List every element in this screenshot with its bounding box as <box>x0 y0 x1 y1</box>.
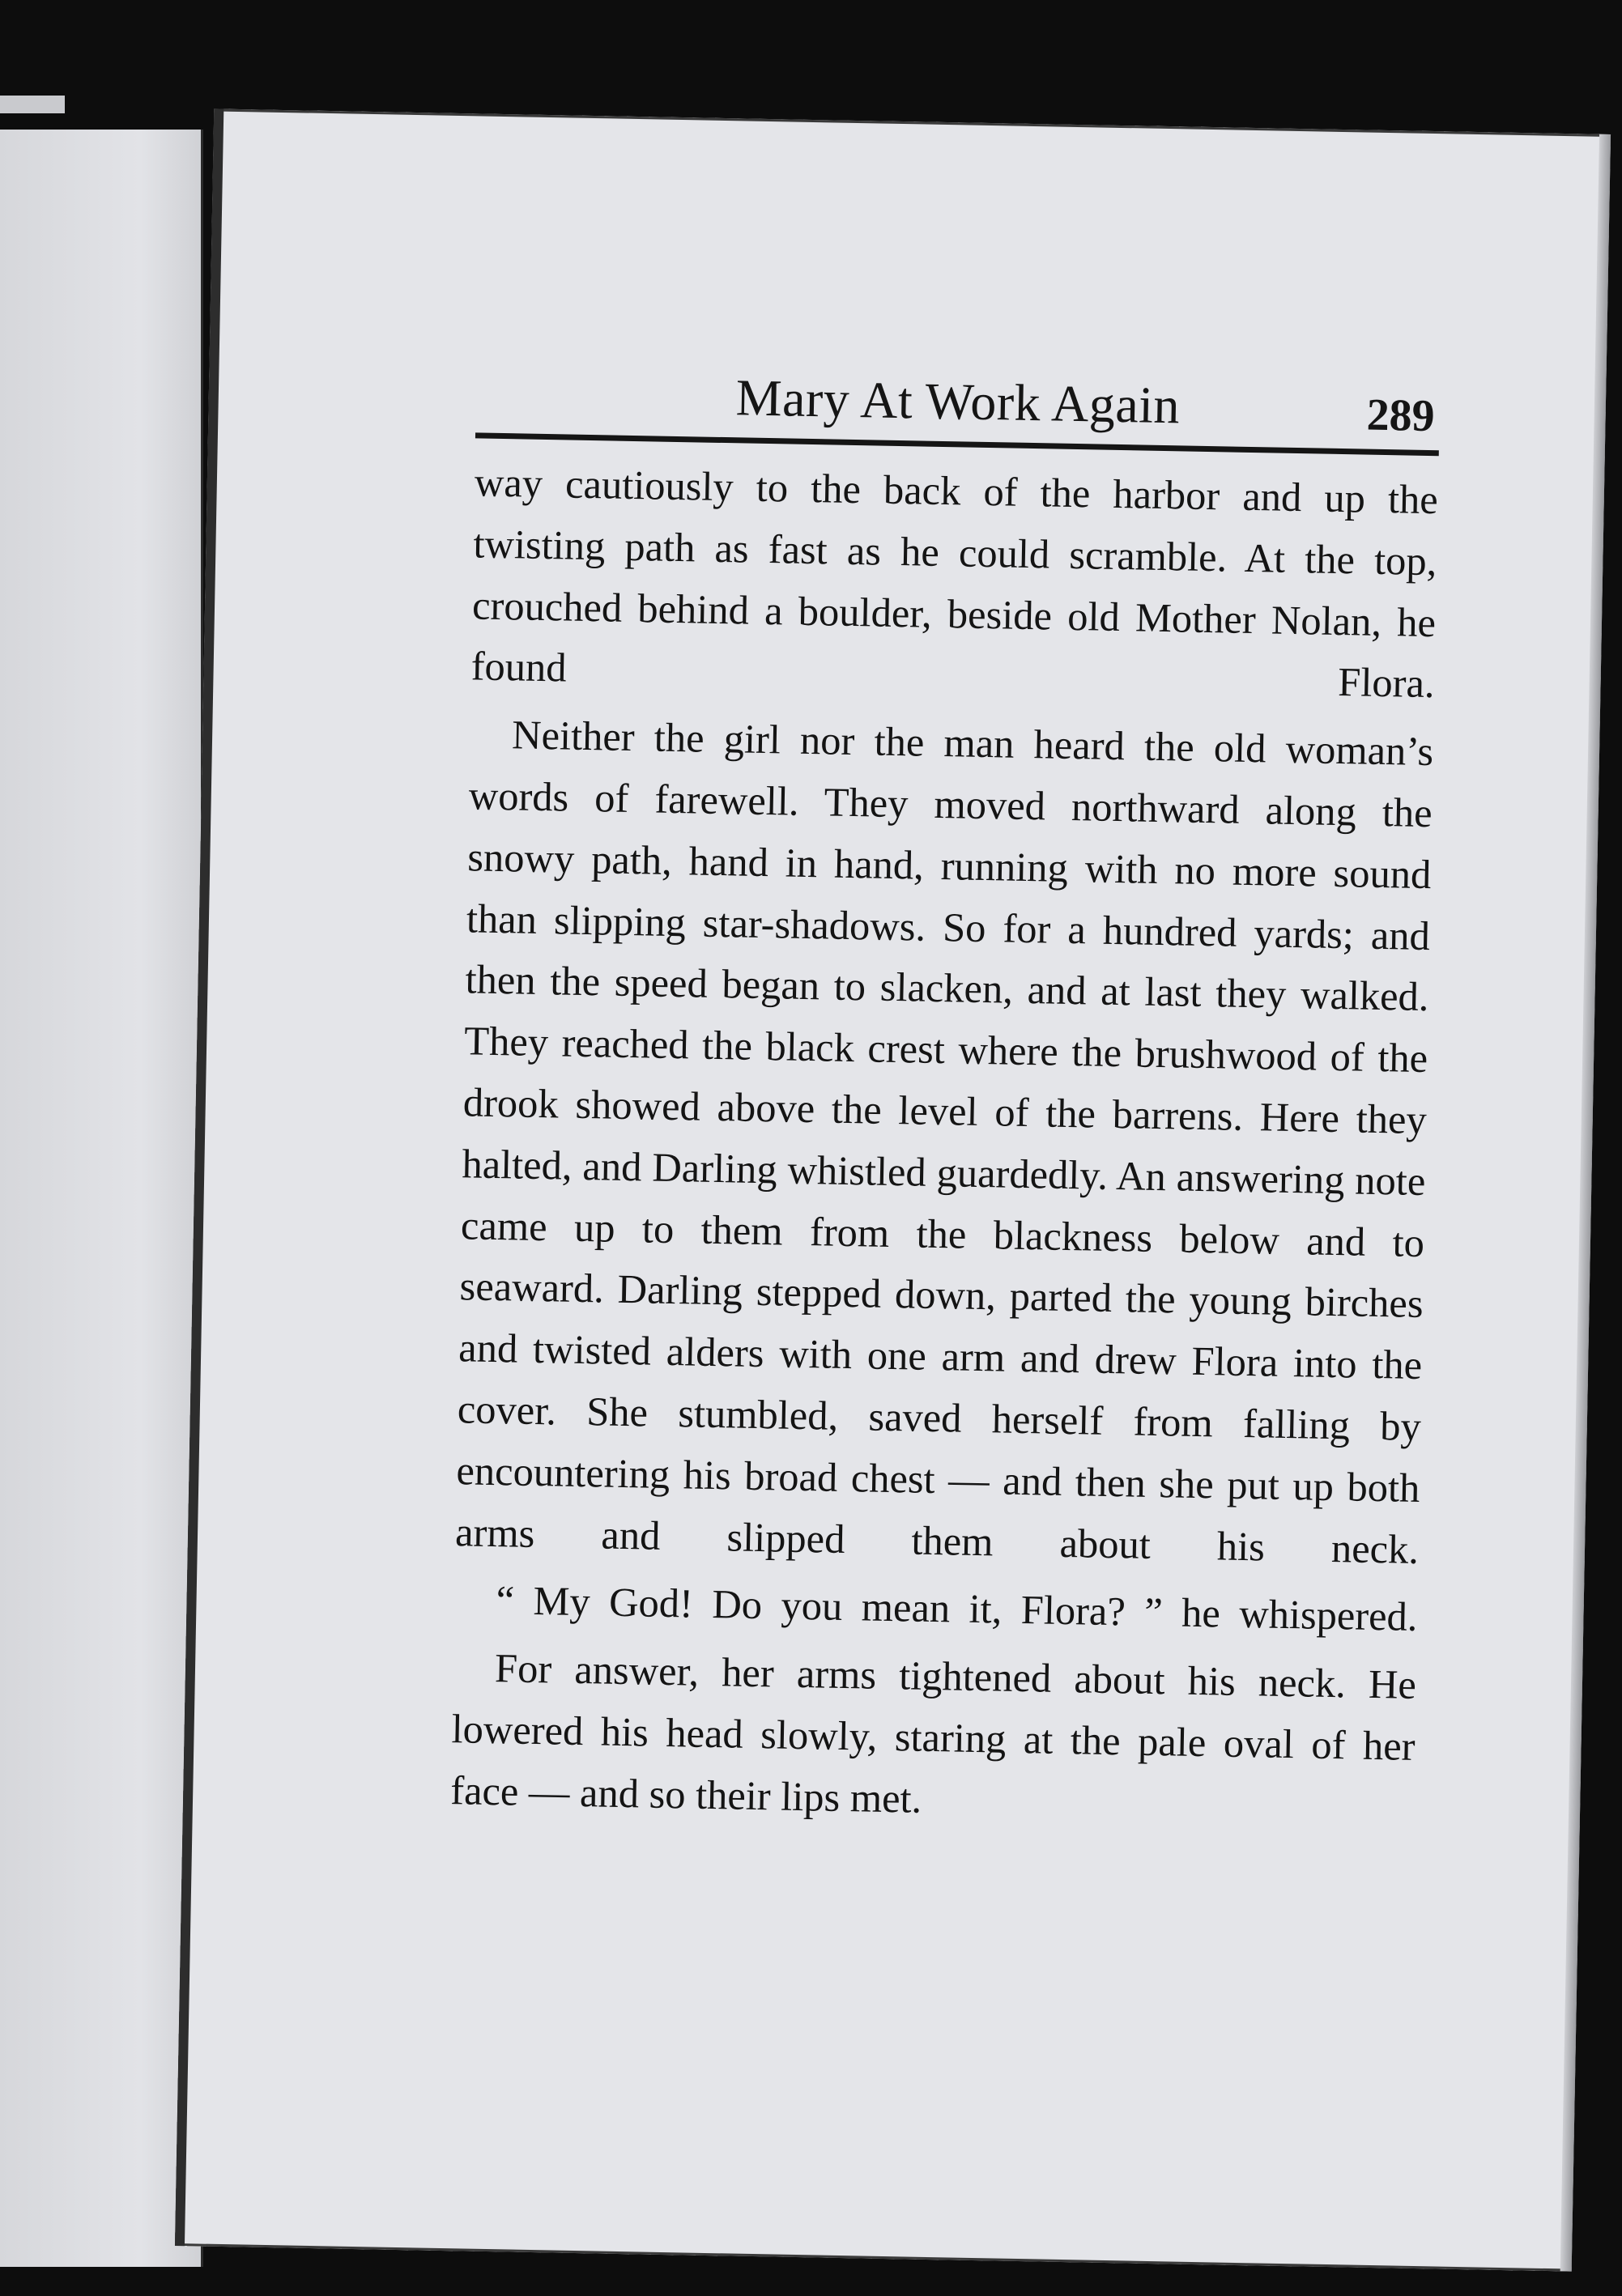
book-page <box>175 108 1611 2271</box>
paragraph-flight: Neither the girl nor the man heard the old woman’s words of farewell. They moved northward along the snowy path, hand in hand, running with no more sound than slipping star-shadows. So for a hundred yards; and then the speed began to slacken, and at last they walked. They reached the black crest where the brushwood of the drook showed above the level of the barrens. Here they halted, and Darling whistled guardedly. An answering note came up to them from the blackness below and to seaward. Darling stepped down, parted the young birches and twisted alders with one arm and drew Flora into the cover. She stumbled, saved herself from falling by encountering his broad chest — and then she put up both arms and slipped them about his neck. <box>454 712 1434 1572</box>
left-facing-page-edge <box>0 130 203 2267</box>
paragraph-continued: way cautiously to the back of the harbor and up the twisting path as fast as he could scramble. At the top, crouched behind a boulder, beside old Mother Nolan, he found Flora. <box>470 459 1439 707</box>
paragraph-dialogue: “ My God! Do you mean it, Flora? ” he whispered. <box>496 1577 1418 1640</box>
body-text <box>449 452 1438 1845</box>
running-head <box>475 368 1440 456</box>
left-page-strip <box>0 96 65 113</box>
paragraph-kiss: For answer, her arms tightened about his neck. He lowered his head slowly, staring at the pale oval of her face — and so their lips met. <box>449 1645 1417 1822</box>
page-number: 289 <box>1366 389 1436 442</box>
running-head-title: Mary At Work Again <box>735 368 1181 435</box>
